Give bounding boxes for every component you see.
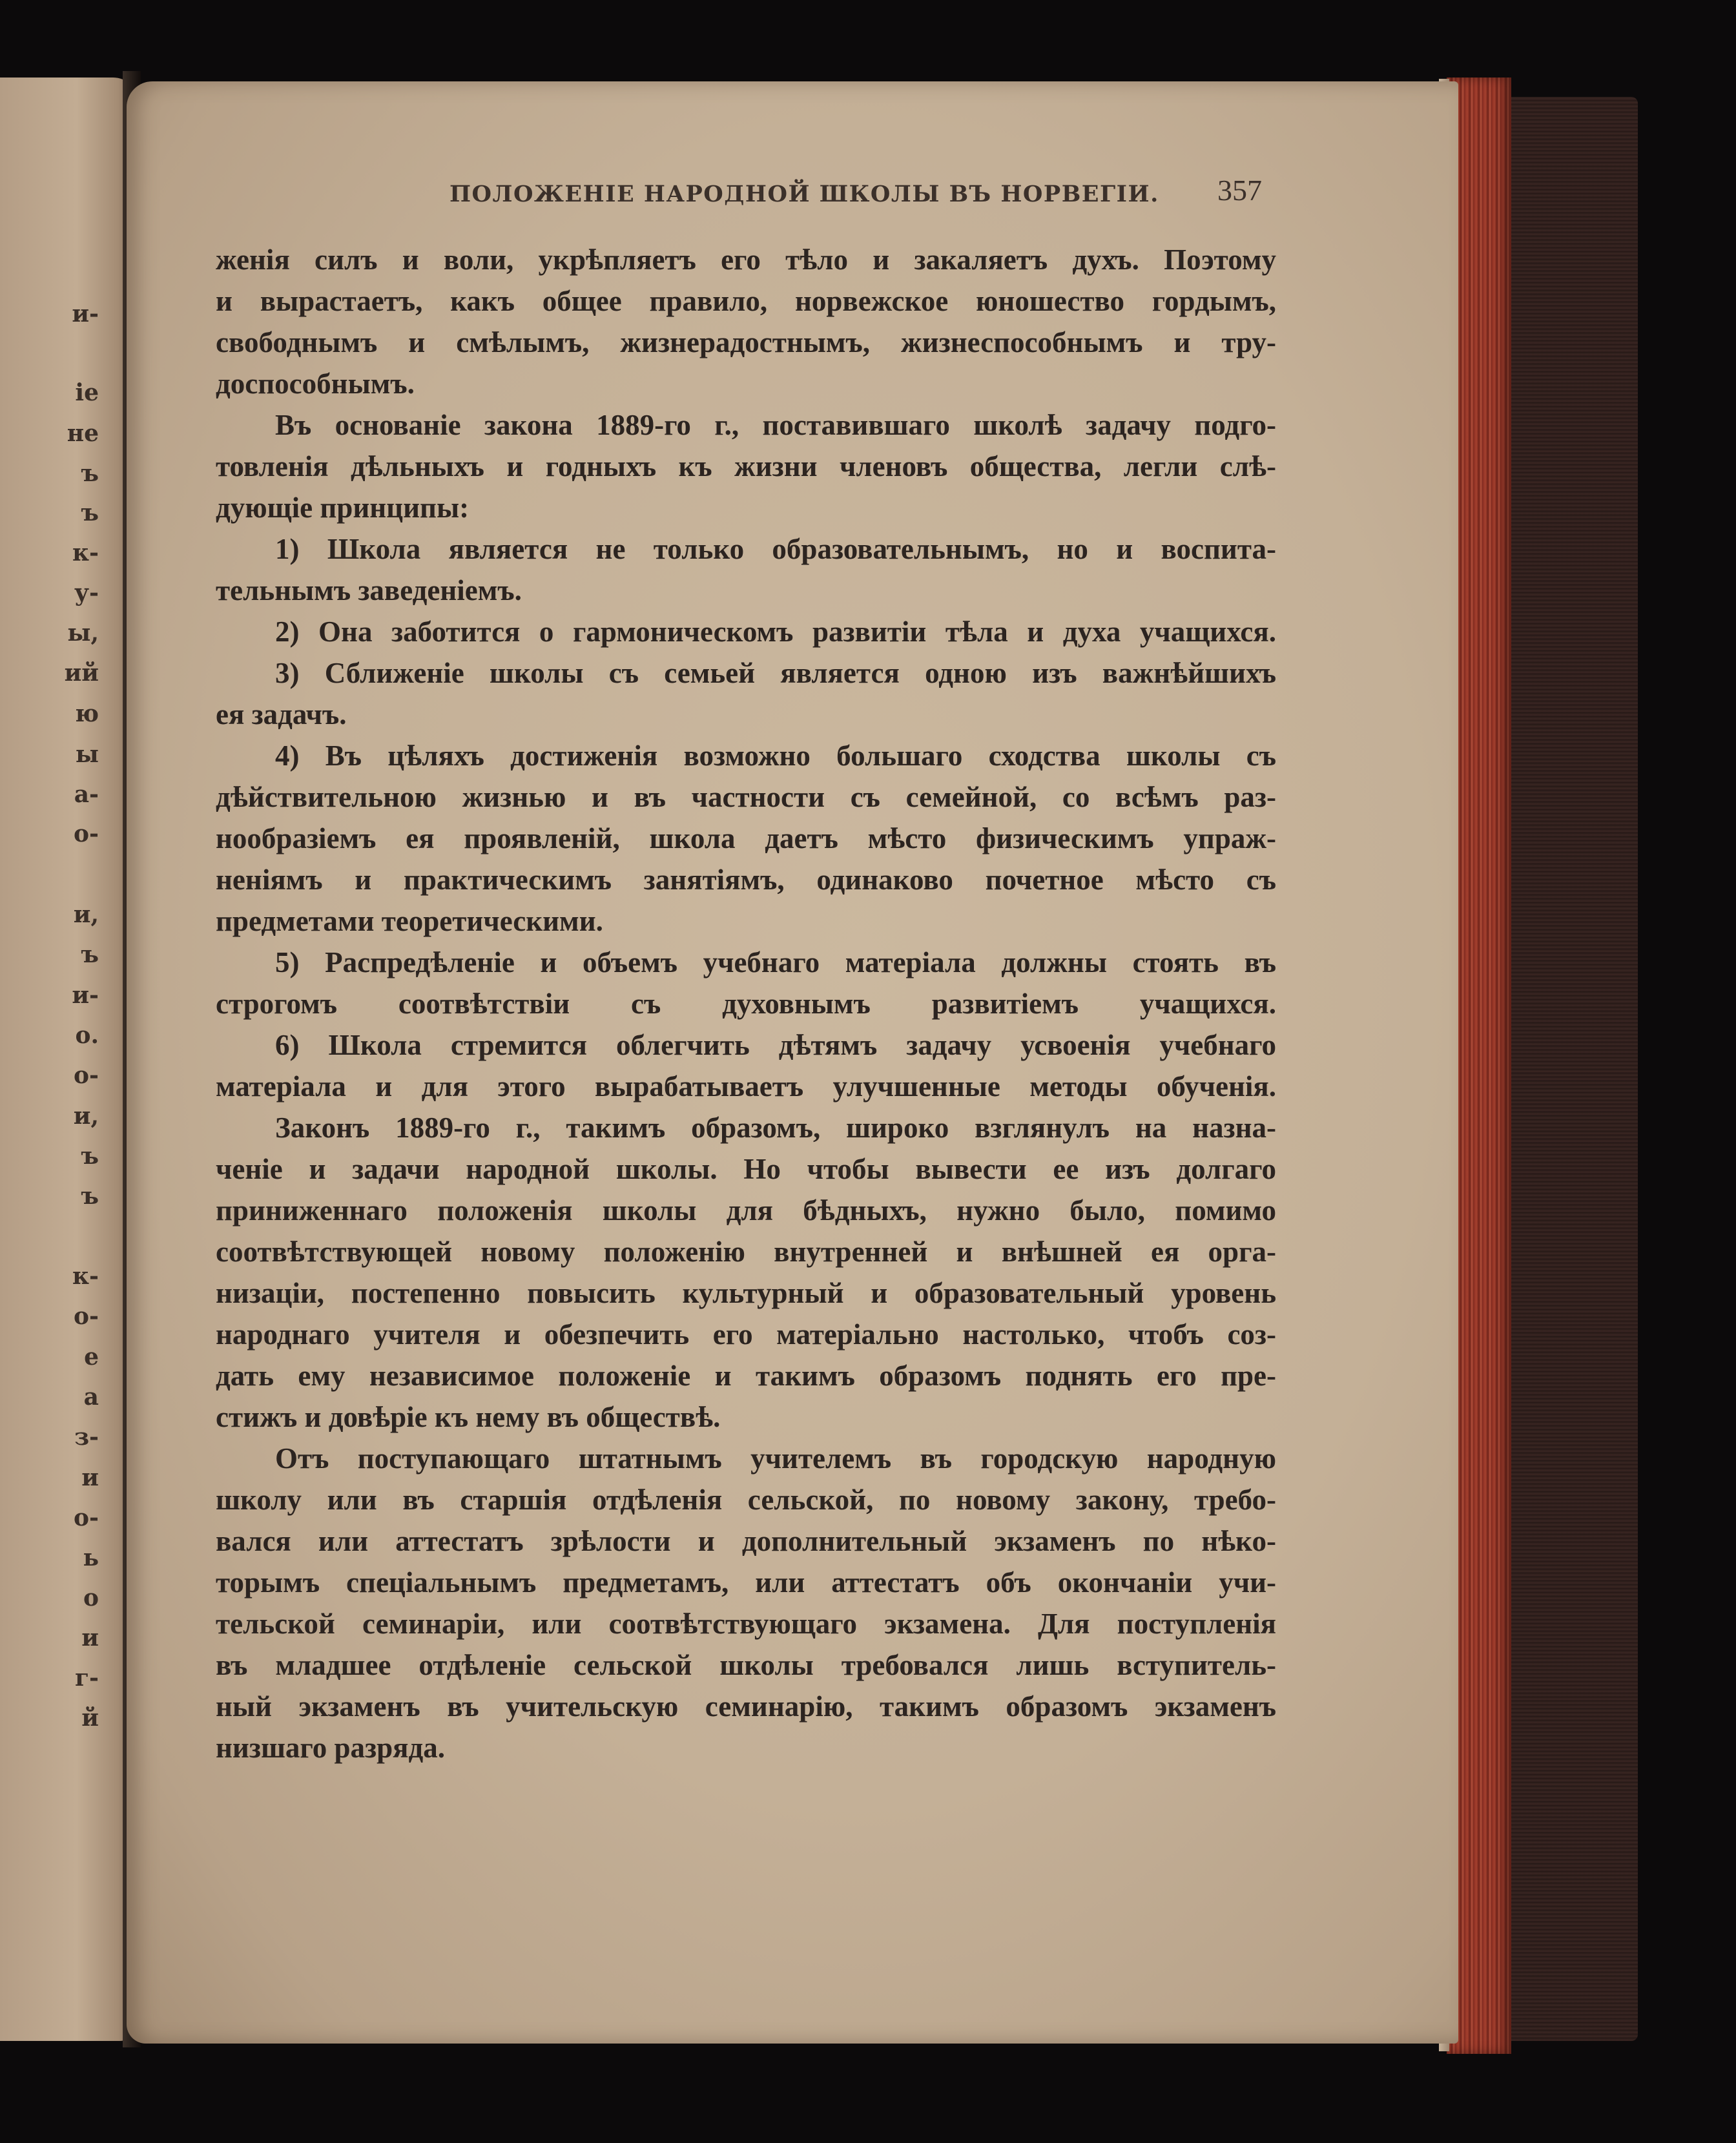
left-fragment: и- xyxy=(72,982,99,1009)
left-fragment: а xyxy=(83,1383,99,1411)
left-facing-page xyxy=(0,78,139,2041)
text-line: и вырастаетъ, какъ общее правило, норвежское юношество гордымъ, xyxy=(216,285,1276,317)
text-line: 5) Распредѣленіе и объемъ учебнаго матеріала должны стоять въ xyxy=(275,946,1276,978)
text-line: Законъ 1889-го г., такимъ образомъ, широко взглянулъ на назна- xyxy=(275,1112,1276,1144)
text-line: ея задачъ. xyxy=(216,698,347,730)
left-fragment: ъ xyxy=(81,941,99,968)
text-line: женія силъ и воли, укрѣпляетъ его тѣло и закаляетъ духъ. Поэтому xyxy=(216,243,1276,276)
left-fragment: ъ xyxy=(81,460,99,487)
left-fragment: и xyxy=(81,1464,99,1491)
left-fragment: и, xyxy=(73,1103,99,1130)
text-line: дующіе принципы: xyxy=(216,492,470,524)
text-line: низаціи, постепенно повысить культурный и образовательный уровень xyxy=(216,1277,1276,1309)
page-header xyxy=(220,173,1266,212)
left-fragment: к- xyxy=(72,539,99,566)
left-fragment: ю xyxy=(75,700,99,727)
text-line: торымъ спеціальнымъ предметамъ, или аттестатъ объ окончаніи учи- xyxy=(216,1566,1276,1599)
text-line: соотвѣтствующей новому положенію внутренней и внѣшней ея орга- xyxy=(216,1236,1276,1268)
left-fragment: о- xyxy=(74,1062,99,1089)
left-fragment: ъ xyxy=(81,499,99,526)
text-line: ченіе и задачи народной школы. Но чтобы вывести ее изъ долгаго xyxy=(216,1153,1276,1185)
left-fragment: и, xyxy=(73,901,99,928)
text-line: тельской семинаріи, или соотвѣтствующаго экзамена. Для поступленія xyxy=(216,1608,1276,1640)
text-line: въ младшее отдѣленіе сельской школы требовался лишь вступитель- xyxy=(216,1649,1276,1681)
left-fragment: не xyxy=(67,420,99,447)
text-line: нообразіемъ ея проявленій, школа даетъ мѣсто физическимъ упраж- xyxy=(216,822,1276,854)
left-fragment: й xyxy=(81,1704,99,1732)
text-line: свободнымъ и смѣлымъ, жизнерадостнымъ, жизнеспособнымъ и тру- xyxy=(216,326,1276,358)
text-line: 4) Въ цѣляхъ достиженія возможно большаго сходства школы съ xyxy=(275,740,1276,772)
text-line: предметами теоретическими. xyxy=(216,905,603,937)
left-fragment: у- xyxy=(74,579,99,606)
text-line: товленія дѣльныхъ и годныхъ къ жизни членовъ общества, легли слѣ- xyxy=(216,450,1276,482)
text-line: доспособнымъ. xyxy=(216,368,415,400)
book-cover-cloth xyxy=(1509,97,1638,2041)
left-fragment: о xyxy=(83,1584,99,1611)
text-line: 6) Школа стремится облегчить дѣтямъ задачу усвоенія учебнаго xyxy=(275,1029,1276,1061)
left-fragment: г- xyxy=(74,1664,99,1692)
text-line: матеріала и для этого вырабатываетъ улучшенные методы обученія. xyxy=(216,1070,1276,1103)
left-fragment: е xyxy=(84,1343,99,1371)
left-fragment: о. xyxy=(75,1022,99,1049)
text-line: 2) Она заботится о гармоническомъ развитіи тѣла и духа учащихся. xyxy=(275,616,1276,648)
left-page-line-endings xyxy=(0,78,139,2041)
text-line: народнаго учителя и обезпечить его матеріально настолько, чтобъ соз- xyxy=(216,1318,1276,1351)
text-line: дать ему независимое положеніе и такимъ образомъ поднять его пре- xyxy=(216,1360,1276,1392)
page-number: 357 xyxy=(1217,174,1262,207)
left-fragment: о- xyxy=(74,820,99,847)
left-fragment: и- xyxy=(72,300,99,327)
text-line: Въ основаніе закона 1889-го г., поставившаго школѣ задачу подго- xyxy=(275,409,1276,441)
left-fragment: а- xyxy=(74,781,99,808)
left-fragment: к- xyxy=(72,1263,99,1290)
text-line: 1) Школа является не только образовательнымъ, но и воспита- xyxy=(275,533,1276,565)
running-title: ПОЛОЖЕНІЕ НАРОДНОЙ ШКОЛЫ ВЪ НОРВЕГІИ. xyxy=(450,181,1159,207)
text-line: Отъ поступающаго штатнымъ учителемъ въ городскую народную xyxy=(275,1442,1276,1475)
text-line: строгомъ соотвѣтствіи съ духовнымъ развитіемъ учащихся. xyxy=(216,988,1276,1020)
left-fragment: ий xyxy=(64,659,99,687)
left-fragment: ы xyxy=(75,741,99,768)
left-fragment: и xyxy=(81,1624,99,1651)
text-line: приниженнаго положенія школы для бѣдныхъ, нужно было, помимо xyxy=(216,1194,1276,1227)
text-line: дѣйствительною жизнью и въ частности съ семейной, со всѣмъ раз- xyxy=(216,781,1276,813)
left-fragment: ь xyxy=(83,1544,99,1571)
text-line: низшаго разряда. xyxy=(216,1732,445,1764)
left-fragment: ъ xyxy=(81,1183,99,1210)
text-line: вался или аттестатъ зрѣлости и дополнительный экзаменъ по нѣко- xyxy=(216,1525,1276,1557)
left-fragment: о- xyxy=(74,1504,99,1531)
text-line: тельнымъ заведеніемъ. xyxy=(216,574,522,606)
left-fragment: з- xyxy=(74,1423,99,1451)
left-fragment: іе xyxy=(75,379,99,406)
page-body-text xyxy=(216,239,1276,1768)
text-line: неніямъ и практическимъ занятіямъ, одинаково почетное мѣсто съ xyxy=(216,864,1276,896)
left-fragment: ы, xyxy=(67,619,99,647)
text-line: 3) Сближеніе школы съ семьей является одною изъ важнѣйшихъ xyxy=(275,657,1276,689)
text-line: стижъ и довѣріе къ нему въ обществѣ. xyxy=(216,1401,721,1433)
text-line: школу или въ старшія отдѣленія сельской, по новому закону, требо- xyxy=(216,1484,1276,1516)
left-fragment: ъ xyxy=(81,1143,99,1170)
left-fragment: о- xyxy=(74,1303,99,1330)
text-line: ный экзаменъ въ учительскую семинарію, такимъ образомъ экзаменъ xyxy=(216,1690,1276,1723)
